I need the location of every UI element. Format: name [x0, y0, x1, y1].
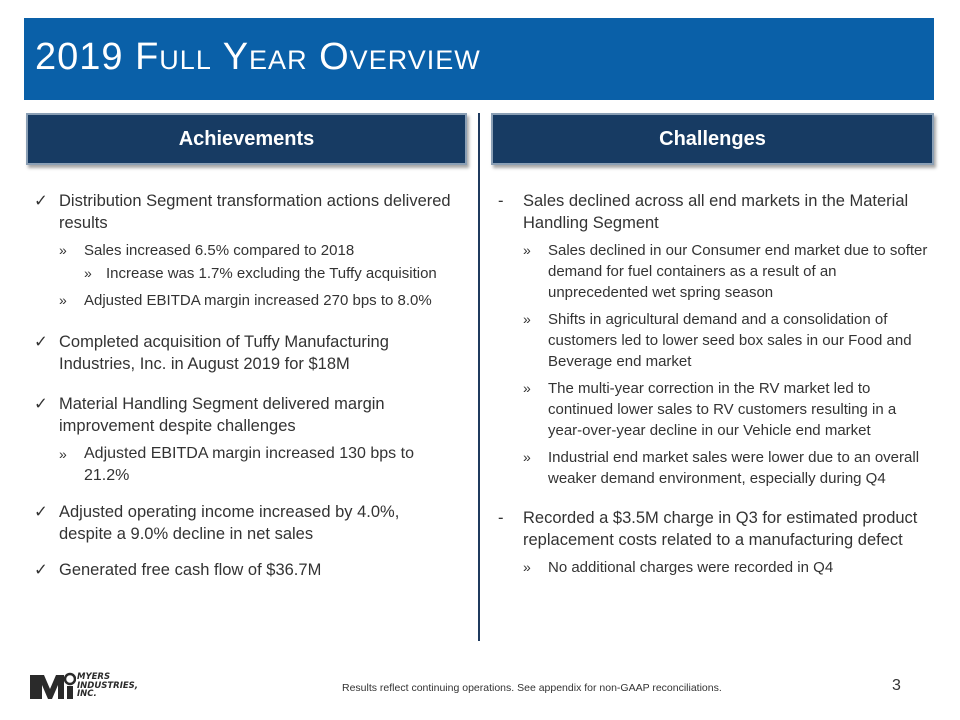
achievement-sub-item	[59, 240, 454, 284]
achievement-text: Generated free cash flow of $36.7M	[59, 561, 322, 579]
challenge-sub-text: Shifts in agricultural demand and a consolidation of customers led to lower seed box sales in our Food and Beverage end market	[548, 311, 912, 370]
double-chevron-icon: »	[523, 559, 531, 575]
checkmark-icon: ✓	[34, 395, 48, 413]
achievement-sub-item	[59, 290, 454, 311]
achievement-sub-text: Adjusted EBITDA margin increased 130 bps to 21.2%	[84, 445, 414, 484]
achievement-item	[34, 501, 454, 545]
column-divider	[478, 113, 480, 641]
challenge-item	[498, 507, 930, 578]
challenge-sub-item	[523, 557, 930, 578]
challenge-sub-text: The multi-year correction in the RV market led to continued lower sales to RV customers resulting in a year-over-year decline in our Vehicle end market	[548, 380, 897, 439]
achievement-sub-sub-item	[84, 263, 454, 284]
checkmark-icon: ✓	[34, 333, 48, 351]
achievement-sub-sub-text: Increase was 1.7% excluding the Tuffy acquisition	[106, 265, 437, 282]
dash-icon: -	[498, 509, 504, 527]
achievement-sub-text: Adjusted EBITDA margin increased 270 bps to 8.0%	[84, 292, 432, 309]
checkmark-icon: ✓	[34, 503, 48, 521]
double-chevron-icon: »	[59, 292, 67, 308]
double-chevron-icon: »	[523, 242, 531, 258]
challenges-header: Challenges	[491, 113, 934, 165]
challenge-sub-item	[523, 447, 930, 489]
company-logo	[30, 671, 150, 703]
double-chevron-icon: »	[523, 449, 531, 465]
achievement-item	[34, 331, 454, 375]
challenge-sub-text: Industrial end market sales were lower due to an overall weaker demand environment, especially during Q4	[548, 449, 920, 487]
challenge-item	[498, 190, 930, 489]
achievement-item	[34, 559, 454, 581]
achievement-sub-text: Sales increased 6.5% compared to 2018	[84, 242, 355, 259]
title-bar	[24, 18, 934, 100]
achievement-item	[34, 190, 454, 311]
checkmark-icon: ✓	[34, 561, 48, 579]
challenges-list	[498, 190, 930, 590]
double-chevron-icon: »	[523, 311, 531, 327]
challenge-sub-item	[523, 378, 930, 441]
double-chevron-icon: »	[523, 380, 531, 396]
achievement-text: Distribution Segment transformation actions delivered results	[59, 192, 451, 232]
challenge-sub-item	[523, 240, 930, 303]
challenge-text: Sales declined across all end markets in the Material Handling Segment	[523, 192, 909, 232]
myers-logo-icon	[30, 671, 76, 701]
achievements-header: Achievements	[26, 113, 467, 165]
achievements-list	[34, 190, 454, 593]
checkmark-icon: ✓	[34, 192, 48, 210]
footnote: Results reflect continuing operations. See appendix for non-GAAP reconciliations.	[342, 682, 722, 694]
achievement-text: Adjusted operating income increased by 4.0%, despite a 9.0% decline in net sales	[59, 503, 400, 543]
double-chevron-icon: »	[59, 446, 67, 462]
double-chevron-icon: »	[84, 265, 92, 281]
double-chevron-icon: »	[59, 242, 67, 258]
page-number: 3	[892, 677, 901, 694]
challenge-sub-text: No additional charges were recorded in Q4	[548, 559, 834, 576]
challenge-text: Recorded a $3.5M charge in Q3 for estimated product replacement costs related to a manufacturing defect	[523, 509, 918, 549]
page-title: 2019 Full Year Overview	[35, 36, 481, 78]
challenge-sub-text: Sales declined in our Consumer end market due to softer demand for fuel containers as a result of an unprecedented wet spring season	[548, 242, 928, 301]
dash-icon: -	[498, 192, 504, 210]
achievement-text: Material Handling Segment delivered margin improvement despite challenges	[59, 395, 385, 435]
achievement-item	[34, 393, 454, 487]
achievement-sub-item	[59, 443, 454, 487]
achievement-text: Completed acquisition of Tuffy Manufacturing Industries, Inc. in August 2019 for $18M	[59, 333, 389, 373]
logo-text: MYERS INDUSTRIES, INC.	[77, 672, 139, 699]
challenge-sub-item	[523, 309, 930, 372]
